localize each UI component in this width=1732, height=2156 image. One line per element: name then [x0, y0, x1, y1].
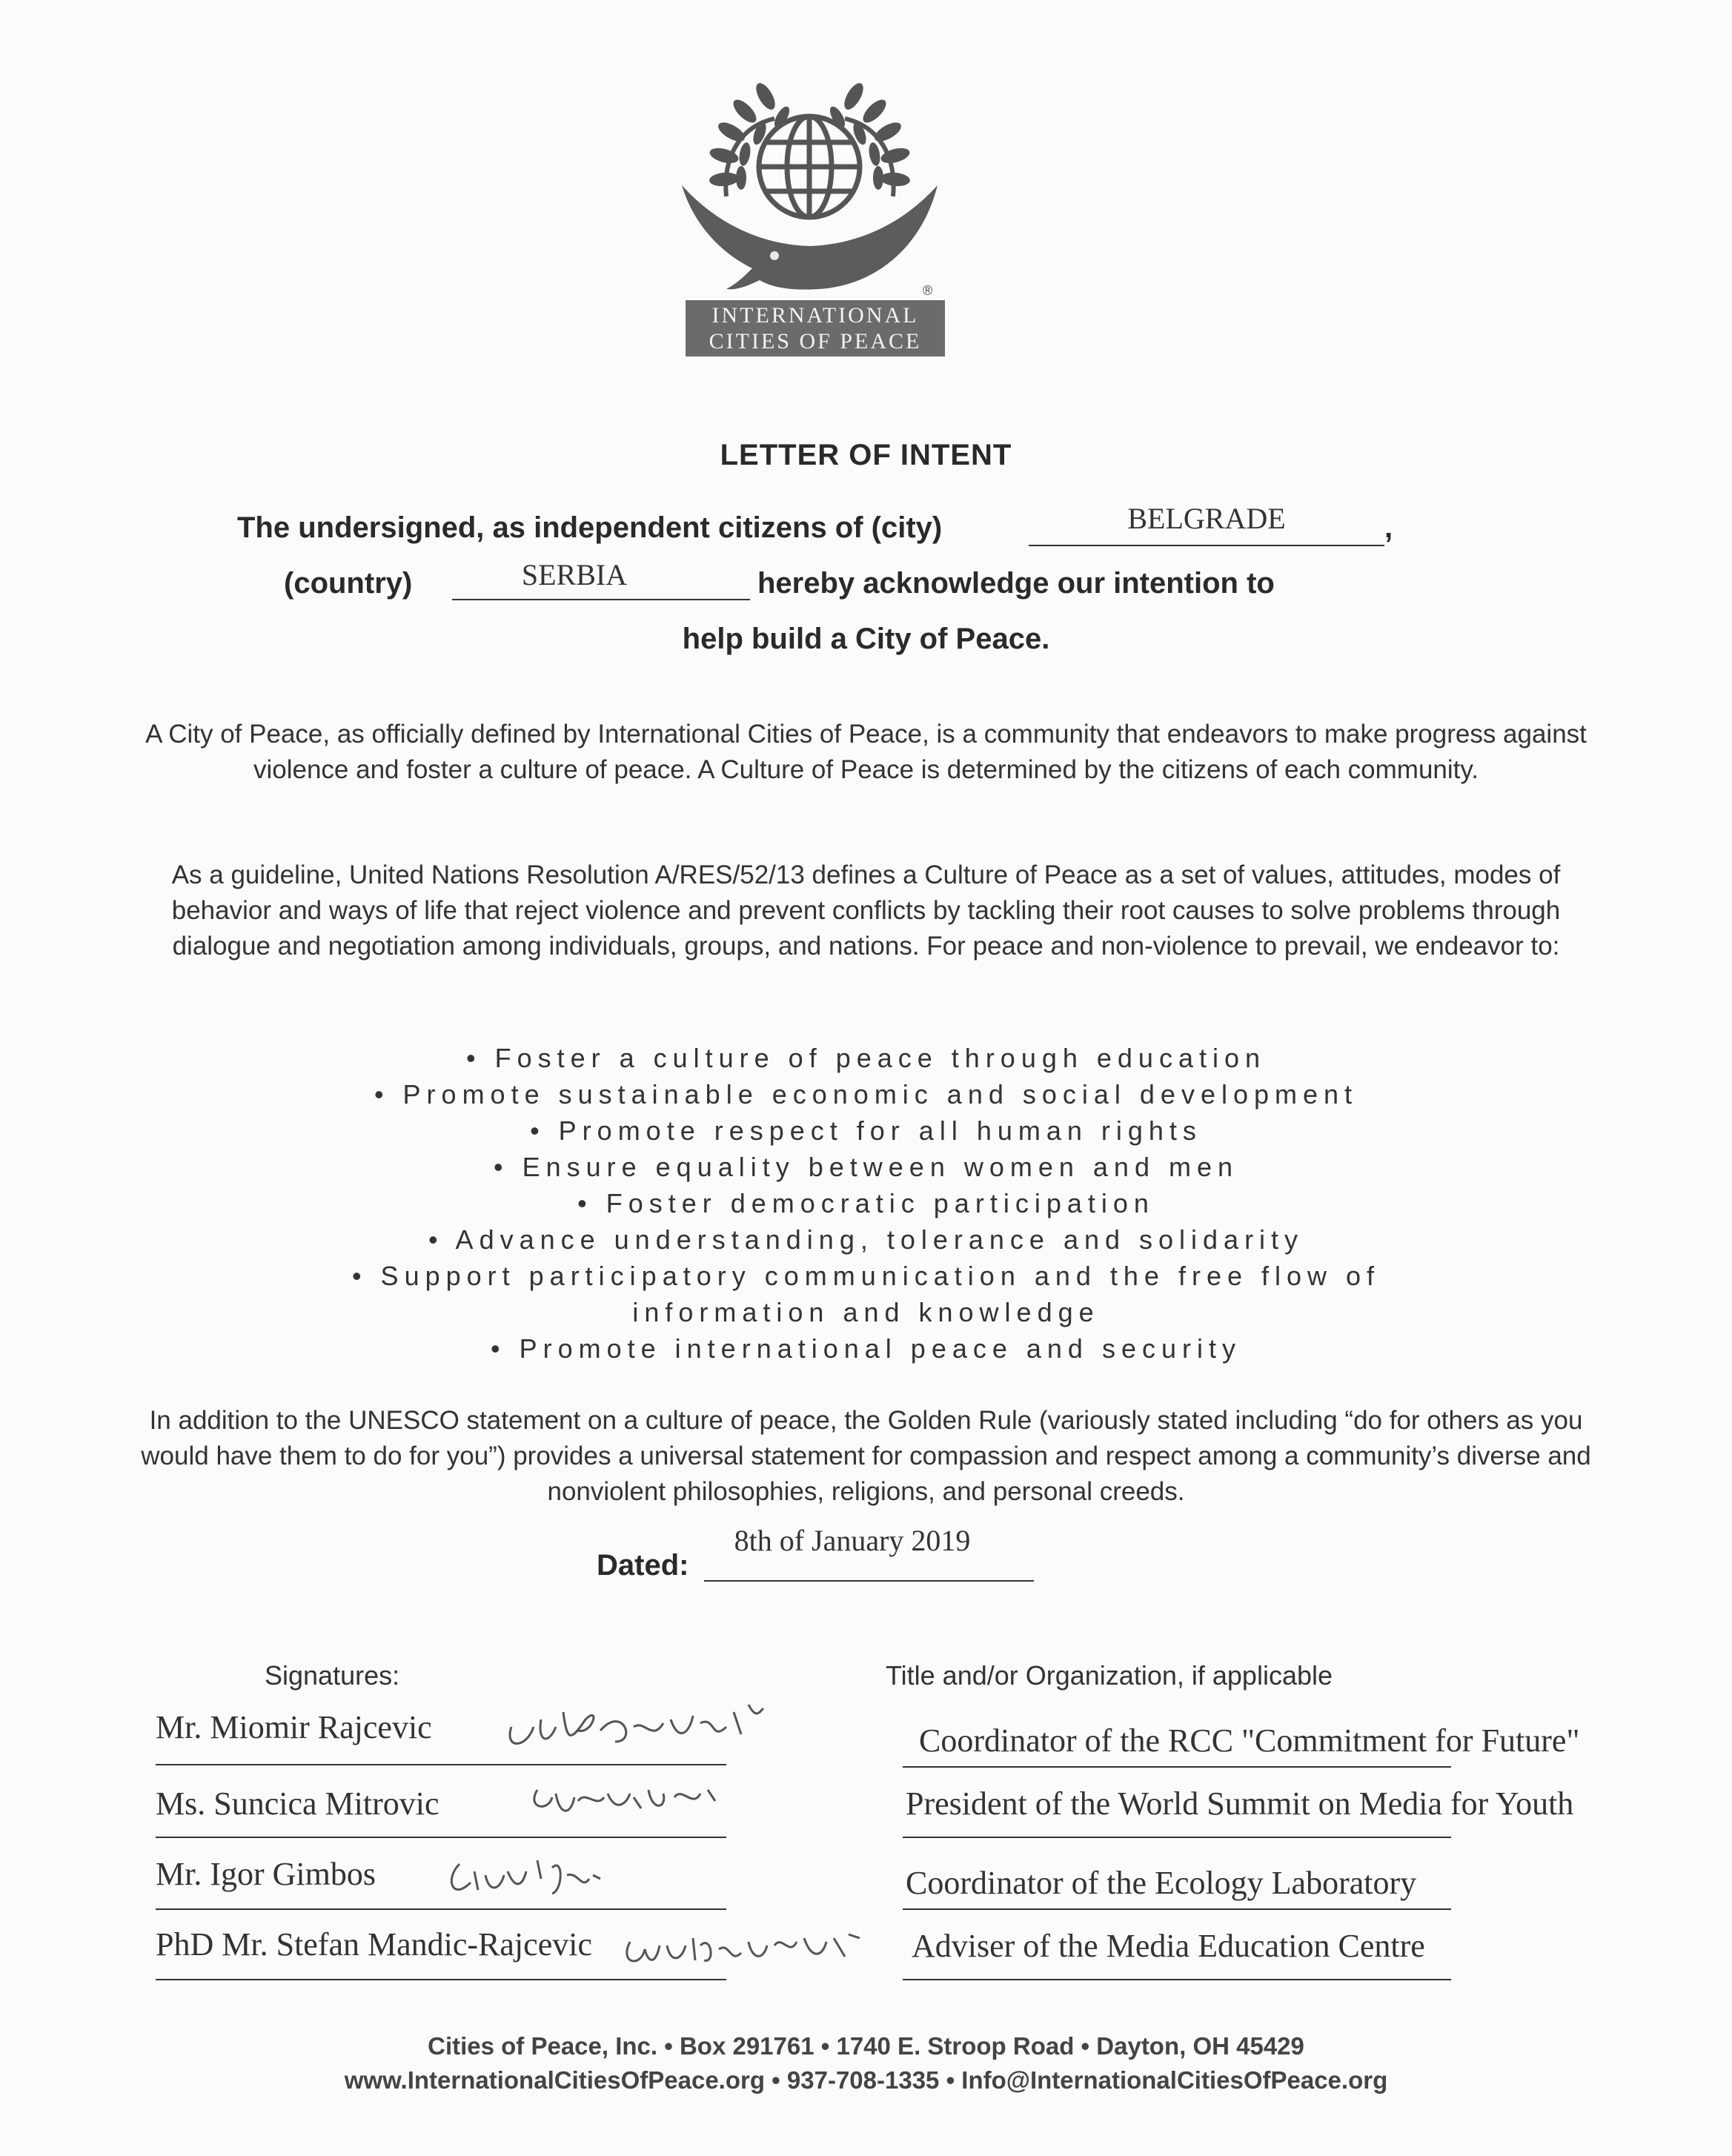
- golden-rule-paragraph: In addition to the UNESCO statement on a culture of peace, the Golden Rule (variously stated including “do for others as you would have them to do for you”) provides a universal statement for compassion and respect among a community’s diverse and nonviolent philosophies, religions, and personal creeds.: [141, 1406, 1591, 1506]
- registered-mark: ®: [923, 283, 933, 298]
- list-item: • Support participatory communication and the free flow of: [351, 1261, 1381, 1291]
- endeavor-list: [133, 1040, 1599, 1367]
- list-item: information and knowledge: [632, 1297, 1100, 1327]
- list-item: • Promote international peace and security: [491, 1333, 1241, 1364]
- logo-line-2: CITIES OF PEACE: [709, 329, 922, 354]
- footer-address: Cities of Peace, Inc. • Box 291761 • 1740 E. Stroop Road • Dayton, OH 45429: [428, 2032, 1304, 2060]
- signer-title: Coordinator of the RCC "Commitment for Future": [919, 1722, 1580, 1759]
- dated-label: Dated:: [597, 1549, 689, 1582]
- logo-line-1: INTERNATIONAL: [711, 303, 919, 328]
- list-item: • Promote sustainable economic and social development: [374, 1079, 1358, 1109]
- title-line: [903, 1837, 1451, 1838]
- list-item: • Advance understanding, tolerance and solidarity: [428, 1224, 1304, 1255]
- handwritten-signature-1: [504, 1697, 830, 1757]
- handwritten-signature-4: [623, 1923, 875, 1983]
- date-value: 8th of January 2019: [734, 1524, 971, 1557]
- intro-line-1: The undersigned, as independent citizens of (city): [237, 511, 943, 544]
- intro-line-2: hereby acknowledge our intention to: [757, 567, 1275, 600]
- list-item: • Foster a culture of peace through education: [465, 1043, 1267, 1073]
- city-underline: [1029, 545, 1384, 546]
- logo-text-plate: [686, 300, 945, 356]
- handwritten-signature-3: [445, 1849, 608, 1908]
- city-value: BELGRADE: [1127, 502, 1286, 535]
- signer-name: Mr. Igor Gimbos: [156, 1856, 376, 1892]
- city-of-peace-definition: A City of Peace, as officially defined by International Cities of Peace, is a community that endeavors to make progress against violence and foster a culture of peace. A Culture of Peace is determined by the citizens of each community.: [145, 720, 1587, 784]
- signature-line: [156, 1979, 726, 1980]
- document-title: LETTER OF INTENT: [720, 439, 1012, 471]
- title-line: [903, 1979, 1451, 1980]
- title-line: [903, 1766, 1451, 1768]
- international-cities-of-peace-logo: [671, 74, 949, 363]
- signer-name: PhD Mr. Stefan Mandic-Rajcevic: [156, 1926, 592, 1963]
- handwritten-signature-2: [530, 1775, 737, 1827]
- list-item: • Promote respect for all human rights: [530, 1115, 1202, 1146]
- country-underline: [452, 599, 750, 600]
- title-line: [903, 1908, 1451, 1910]
- signature-line: [156, 1837, 726, 1838]
- country-label: (country): [284, 567, 413, 600]
- signer-title: Adviser of the Media Education Centre: [912, 1928, 1425, 1964]
- signer-title: President of the World Summit on Media for Youth: [906, 1785, 1574, 1822]
- signature-line: [156, 1764, 726, 1765]
- signatures-heading: Signatures:: [265, 1660, 400, 1691]
- signer-name: Ms. Suncica Mitrovic: [156, 1785, 439, 1822]
- intro-line-3: help build a City of Peace.: [682, 623, 1050, 655]
- dove-globe-laurel-icon: [671, 74, 949, 304]
- signer-name: Mr. Miomir Rajcevic: [156, 1709, 432, 1745]
- signature-line: [156, 1908, 726, 1910]
- date-underline: [704, 1580, 1034, 1582]
- un-resolution-guideline: As a guideline, United Nations Resolution A/RES/52/13 defines a Culture of Peace as a set of values, attitudes, modes of behavior and ways of life that reject violence and prevent conflicts by tackling their root causes to solve problems through dialogue and negotiation among individuals, groups, and nations. For peace and non-violence to prevail, we endeavor to:: [171, 860, 1561, 961]
- intro-comma: ,: [1384, 511, 1393, 544]
- country-value: SERBIA: [521, 558, 628, 591]
- title-org-heading: Title and/or Organization, if applicable: [886, 1660, 1333, 1691]
- footer-contact: www.InternationalCitiesOfPeace.org • 937-708-1335 • Info@InternationalCitiesOfPeace.org: [344, 2066, 1388, 2094]
- signer-title: Coordinator of the Ecology Laboratory: [906, 1865, 1417, 1901]
- list-item: • Ensure equality between women and men: [493, 1152, 1239, 1182]
- list-item: • Foster democratic participation: [577, 1188, 1155, 1218]
